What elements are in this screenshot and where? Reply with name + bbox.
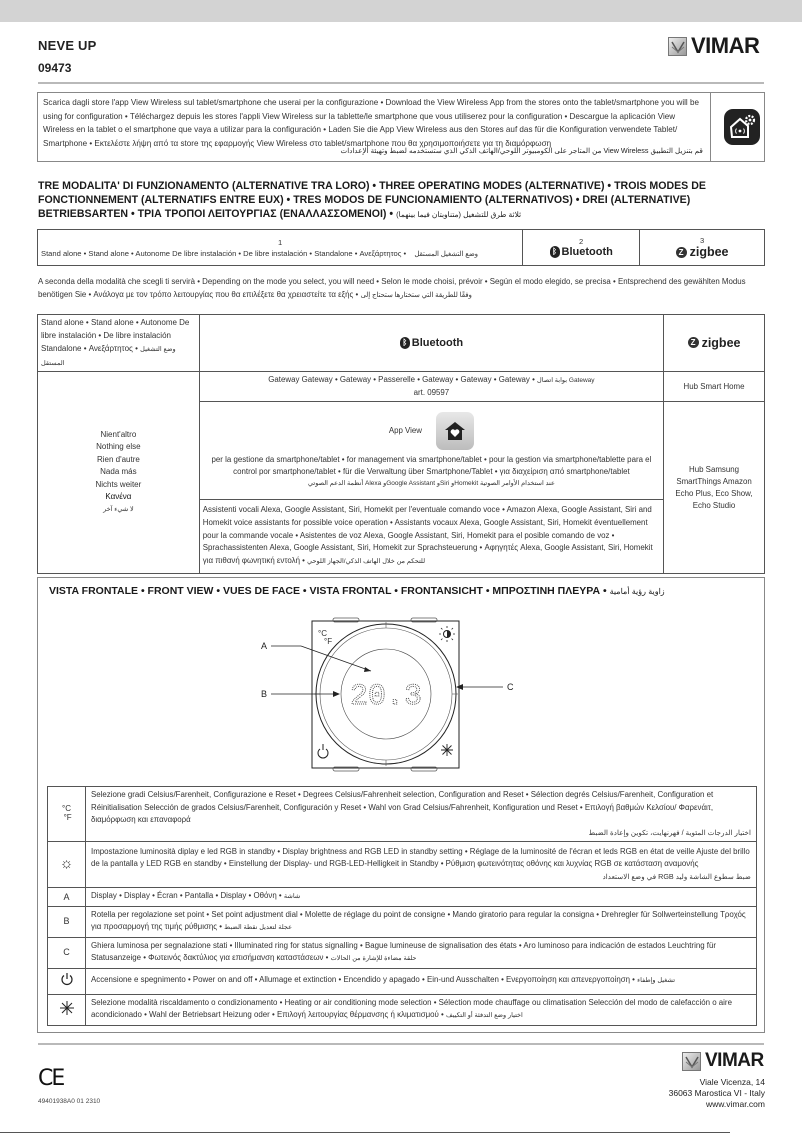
address-line-1: Viale Vicenza, 14 (699, 1077, 765, 1087)
legend-text (86, 906, 757, 937)
voice-assistants-text: Assistenti vocali Alexa, Google Assistant, Siri, Homekit per l'eventuale comando voce • Amazon Alexa, Google Assistant, Siri and Homekit voice assistants for possible voice operation • Assistants vocaux Alexa, Google Assistant, Siri, Homekit éventuellement pour la commande vocale • Asistentes de voz Alexa, Google Assistant, Siri, Homekit para el posible comando de voz • Sprachassistenten Alexa, Google Assistant, Siri, Homekit zur Sprachsteuerung • Αφηγητές Alexa, Google Assistant, Siri, Homekit για πιθανή φωνητική εντολή • (202, 505, 653, 566)
zigbee-icon: Z (688, 337, 699, 348)
gateway-text: Gateway Gateway • Gateway • Passerelle • Gateway • Gateway • Gateway • (268, 375, 535, 384)
legend-text-body: Impostazione luminosità diplay e led RGB in standby • Display brightness and RGB LED in standby setting • Réglage de la luminosité de l'écran et leds RGB en état de veille Ajuste del brillo de la pantalla y LED RGB en standby • Einstellung der Display- und RGB-LED-Helligkeit in Standby • Ρύθμιση φωτεινότητας οθόνης και λυχνίας RGB σε κατάσταση αναμονής (91, 846, 750, 869)
standalone-header-arabic: وضع التشغيل المستقل (41, 346, 176, 367)
legend-row (48, 888, 757, 907)
download-app-box (37, 92, 765, 162)
legend-row (48, 937, 757, 968)
bluetooth-logo (400, 337, 463, 349)
operating-modes-heading (38, 179, 768, 222)
svg-text:C: C (507, 682, 514, 692)
svg-text:°C: °C (318, 629, 327, 638)
legend-row (48, 842, 757, 888)
legend-text-body: Accensione e spegnimento • Power on and off • Allumage et extinction • Encendido y apagado • Ein-und Ausschalten • Ενεργοποίηση και απενεργοποίηση • (91, 975, 635, 985)
vimar-logo-text: VIMAR (705, 1050, 764, 1071)
svg-text:20.3: 20.3 (349, 680, 423, 714)
legend-key-c: C (48, 937, 86, 968)
legend-row (48, 968, 757, 994)
mode-number: 1 (277, 237, 283, 247)
nothing-else-el: Κανένα (105, 492, 132, 502)
operating-modes-heading-text: TRE MODALITA' DI FUNZIONAMENTO (ALTERNATIVE TRA LORO) • THREE OPERATING MODES (ALTERNATIVE) • TROIS MODES DE FONCTIONNEMENT (ALTERNATIFS ENTRE EUX) • TRES MODOS DE FUNCIONAMIENTO (ALTERNATIVOS) • DREI (ALTERNATIVE) BETRIEBSARTEN • ΤΡΙΑ ΤΡΟΠΟΙ ΛΕΙΤΟΥΡΓΙΑΣ (ΕΝΑΛΛΑΣΣΟΜΕΝΟΙ) • (38, 180, 706, 220)
legend-text-arabic: ضبط سطوع الشاشة وليد RGB في وضع الاستعداد (602, 871, 751, 881)
zigbee-logo-text: zigbee (689, 245, 729, 259)
vimar-logo-mark-icon (668, 37, 687, 56)
bluetooth-header-cell (199, 315, 663, 372)
voice-assistants-arabic: للتحكم من خلال الهاتف الذكي/الجهاز اللوحي (307, 558, 426, 566)
app-view-home-heart-icon (436, 412, 474, 450)
nothing-else-es: Nada más (100, 467, 137, 477)
legend-text (86, 937, 757, 968)
nothing-else-en: Nothing else (96, 442, 141, 452)
gateway-article-number: art. 09597 (413, 388, 450, 397)
mode-standalone-cell (38, 230, 523, 266)
app-view-cell (199, 402, 663, 500)
zigbee-logo (676, 245, 729, 259)
operating-modes-table (37, 229, 765, 266)
legend-text-body: Selezione gradi Celsius/Farenheit, Configurazione e Reset • Degrees Celsius/Fahrenheit selection, Configuration and Reset • Sélection degrés Celsius/Farenheit, Configuration et Réinitialisation Selección de grados Celsius/Farenheit, Configuración y Reset • Wahl von Grad Celsius/Fahrenheit, Konfiguration und Reset • Επιλογή βαθμών Κελσίου/ Φαρενάιτ, διαμόρφωση και επαναφορά (91, 790, 714, 824)
hub-smart-home-cell: Hub Smart Home (664, 372, 765, 402)
footer-divider (38, 1043, 764, 1045)
standalone-header-cell (38, 315, 200, 372)
company-address (669, 1077, 765, 1110)
requirements-table (37, 314, 765, 574)
legend-text-arabic: اختيار وضع التدفئة أو التكييف (446, 1012, 523, 1019)
voice-assistants-cell (199, 500, 663, 574)
standalone-header-text: Stand alone • Stand alone • Autonome De libre instalación • De libre instalación Standalone • Ανεξάρτητος • (41, 318, 190, 353)
zigbee-logo (688, 337, 741, 349)
header-divider (38, 82, 764, 84)
nothing-else-fr: Rien d'autre (96, 454, 140, 464)
nothing-else-it: Nient'altro (100, 429, 137, 439)
legend-text-body: Display • Display • Écran • Pantalla • Display • Οθόνη • (91, 891, 282, 900)
zigbee-icon: Z (676, 247, 687, 258)
front-view-legend-table (47, 786, 757, 1026)
legend-text-arabic: اختيار الدرجات المئوية / فهرنهايت، تكوين وإعادة الضبط (588, 827, 751, 837)
legend-row (48, 906, 757, 937)
legend-text-arabic: عجلة لتعديل نقطة الضبط (224, 924, 292, 931)
download-box-divider (710, 93, 711, 161)
operating-modes-heading-arabic: ثلاثة طرق للتشغيل (متناوبتان فيما بينهما) (396, 210, 522, 219)
legend-row (48, 787, 757, 842)
front-view-box (37, 577, 765, 1033)
svg-text:A: A (261, 641, 268, 651)
app-view-description-arabic: أنظمة الدعم الصوتي Alexa وGoogle Assistant وSiri وHomekit عند استخدام الأوامر الصوتية (307, 479, 555, 487)
legend-text-arabic: شاشة (283, 893, 301, 900)
hubs-cell (664, 402, 765, 574)
svg-text:B: B (261, 689, 268, 699)
bluetooth-icon: ᛒ (400, 337, 410, 349)
legend-text-body: Selezione modalità riscaldamento o condizionamento • Heating or air conditioning mode selection • Sélection mode chauffage ou climatisation Selección del modo de calefacción o aire acondicionado • Wahl der Betriebsart Heizung oder • Επιλογή λειτουργίας θέρμανσης ή κλιματισμού • (91, 997, 732, 1019)
legend-key-a: A (48, 888, 86, 907)
heat-cool-icon (48, 994, 86, 1025)
mode-bluetooth-cell (523, 230, 640, 266)
vimar-logo-mark-icon (682, 1052, 701, 1071)
bluetooth-logo-text: Bluetooth (411, 337, 464, 349)
nothing-else-de: Nichts weiter (95, 479, 142, 489)
app-view-label: App View (388, 425, 423, 435)
mode-standalone-label (38, 249, 522, 258)
legend-text (86, 968, 757, 994)
mode-number: 3 (699, 236, 705, 245)
mode-standalone-arabic: وضع التشغيل المستقل (414, 250, 478, 258)
product-title: NEVE UP (38, 38, 97, 53)
power-icon (48, 968, 86, 994)
nothing-else-ar: لا شيء آخر (103, 505, 134, 513)
legend-text-body: Ghiera luminosa per segnalazione stati • Illuminated ring for status signalling • Bague lumineuse de signalisation des états • Aro luminoso para indicación de estados Leuchtring für Statusanzeige • Φωτεινός δακτύλιος για επισήμανση καταστάσεων • (91, 940, 716, 962)
zigbee-logo-text: zigbee (701, 335, 741, 350)
mode-standalone-text: Stand alone • Stand alone • Autonome De libre instalación • De libre instalación • Standalone • Ανεξάρτητος • (41, 248, 407, 258)
svg-text:°F: °F (324, 637, 333, 646)
front-view-title-text: VISTA FRONTALE • FRONT VIEW • VUES DE FACE • VISTA FRONTAL • FRONTANSICHT • ΜΠΡΟΣΤΙΝΗ ΠΛΕΥΡΑ • (49, 585, 607, 597)
requirements-intro-arabic: وفقًا للطريقة التي ستختارها ستحتاج إلى (360, 291, 472, 299)
legend-text (86, 888, 757, 907)
legend-text-arabic: حلقة مضاءة للإشارة من الحالات (330, 955, 417, 962)
page-top-bar (0, 0, 802, 22)
app-view-description: per la gestione da smartphone/tablet • for management via smartphone/tablet • pour la gestion via smartphone/tablette para el control por smartphone/tablet • für die Verwaltung über Smartphone/Tablet • για διαχείριση από smartphone/tablet (211, 454, 652, 476)
vimar-logo (668, 33, 759, 59)
bluetooth-icon: ᛒ (550, 246, 560, 258)
download-instructions-arabic: قم بتنزيل التطبيق View Wireless من المتاجر على الكومبيوتر اللوحي/الهاتف الذكي الذي ستستخدمه لضبط وتهيئة الإعدادات (340, 146, 703, 155)
ce-mark: CE (38, 1066, 64, 1091)
product-code: 09473 (38, 61, 72, 75)
thermostat-front-drawing (241, 608, 541, 783)
vimar-logo-text: VIMAR (691, 33, 760, 58)
zigbee-header-cell (664, 315, 765, 372)
requirements-intro-text: A seconda della modalità che scegli ti servirà • Depending on the mode you select, you will need • Selon le mode choisi, prévoir • Según el modo elegido, se precisa • Entsprechend des gewählten Modus benötigen Sie • Ανάλογα με τον τρόπο λειτουργίας που θα επιλέξετε θα χρειαστείτε τα εξής • (38, 277, 746, 299)
website-link[interactable]: www.vimar.com (705, 1099, 765, 1109)
gateway-arabic: بوابة اتصال Gateway (537, 377, 595, 384)
page-bottom-line (0, 1132, 730, 1133)
document-code: 49401938A0 01 2310 (38, 1098, 101, 1105)
legend-text (86, 994, 757, 1025)
hubs-text: Hub Samsung SmartThings Amazon Echo Plus, Eco Show, Echo Studio (675, 464, 753, 510)
legend-text (86, 842, 757, 888)
legend-row (48, 994, 757, 1025)
nothing-else-cell (38, 372, 200, 574)
front-view-title-arabic: زاوية رؤية أمامية (609, 587, 665, 596)
front-view-title (49, 585, 665, 597)
legend-text-body: Rotella per regolazione set point • Set point adjustment dial • Molette de réglage du point de consigne • Mando giratorio para regular la consigna • Drehregler für Sollwerteinstellung Τροχός για προσαρμογή της τιμής ρύθμισης • (91, 909, 746, 931)
bluetooth-logo (550, 246, 613, 258)
view-wireless-app-icon (724, 109, 760, 145)
mode-zigbee-cell (640, 230, 765, 266)
gateway-cell (199, 372, 663, 402)
bluetooth-logo-text: Bluetooth (561, 246, 613, 258)
legend-text (86, 787, 757, 842)
footer-vimar-logo (682, 1050, 764, 1072)
legend-text-arabic: تشغيل وإطفاء (637, 977, 676, 985)
address-line-2: 36063 Marostica VI - Italy (668, 1088, 765, 1098)
legend-key-b: B (48, 906, 86, 937)
requirements-intro (38, 276, 768, 302)
mode-number: 2 (579, 237, 584, 246)
download-instructions: Scarica dagli store l'app View Wireless sul tablet/smartphone che userai per la configurazione • Download the View Wireless App from the stores onto the tablet/smartphone you will be using for configuration • Téléchargez depuis les stores l'appli View Wireless sur la tablette/le smartphone que vous utiliserez pour la configuration • Descargue la aplicación View Wireless en la tablet o el smartphone que vaya a utilizar para la configuración • Laden Sie die App View Wireless aus den Stores auf das für die Konfiguration verwendete Tablet/ Smartphone • Εκτελέστε λήψη από τα store της εφαρμογής View Wireless στο tablet/smartphone που θα χρησιμοποιήσετε για τη διαμόρφωση (43, 98, 699, 148)
celsius-fahrenheit-icon: °C °F (48, 787, 86, 842)
brightness-icon: ☼ (48, 842, 86, 888)
